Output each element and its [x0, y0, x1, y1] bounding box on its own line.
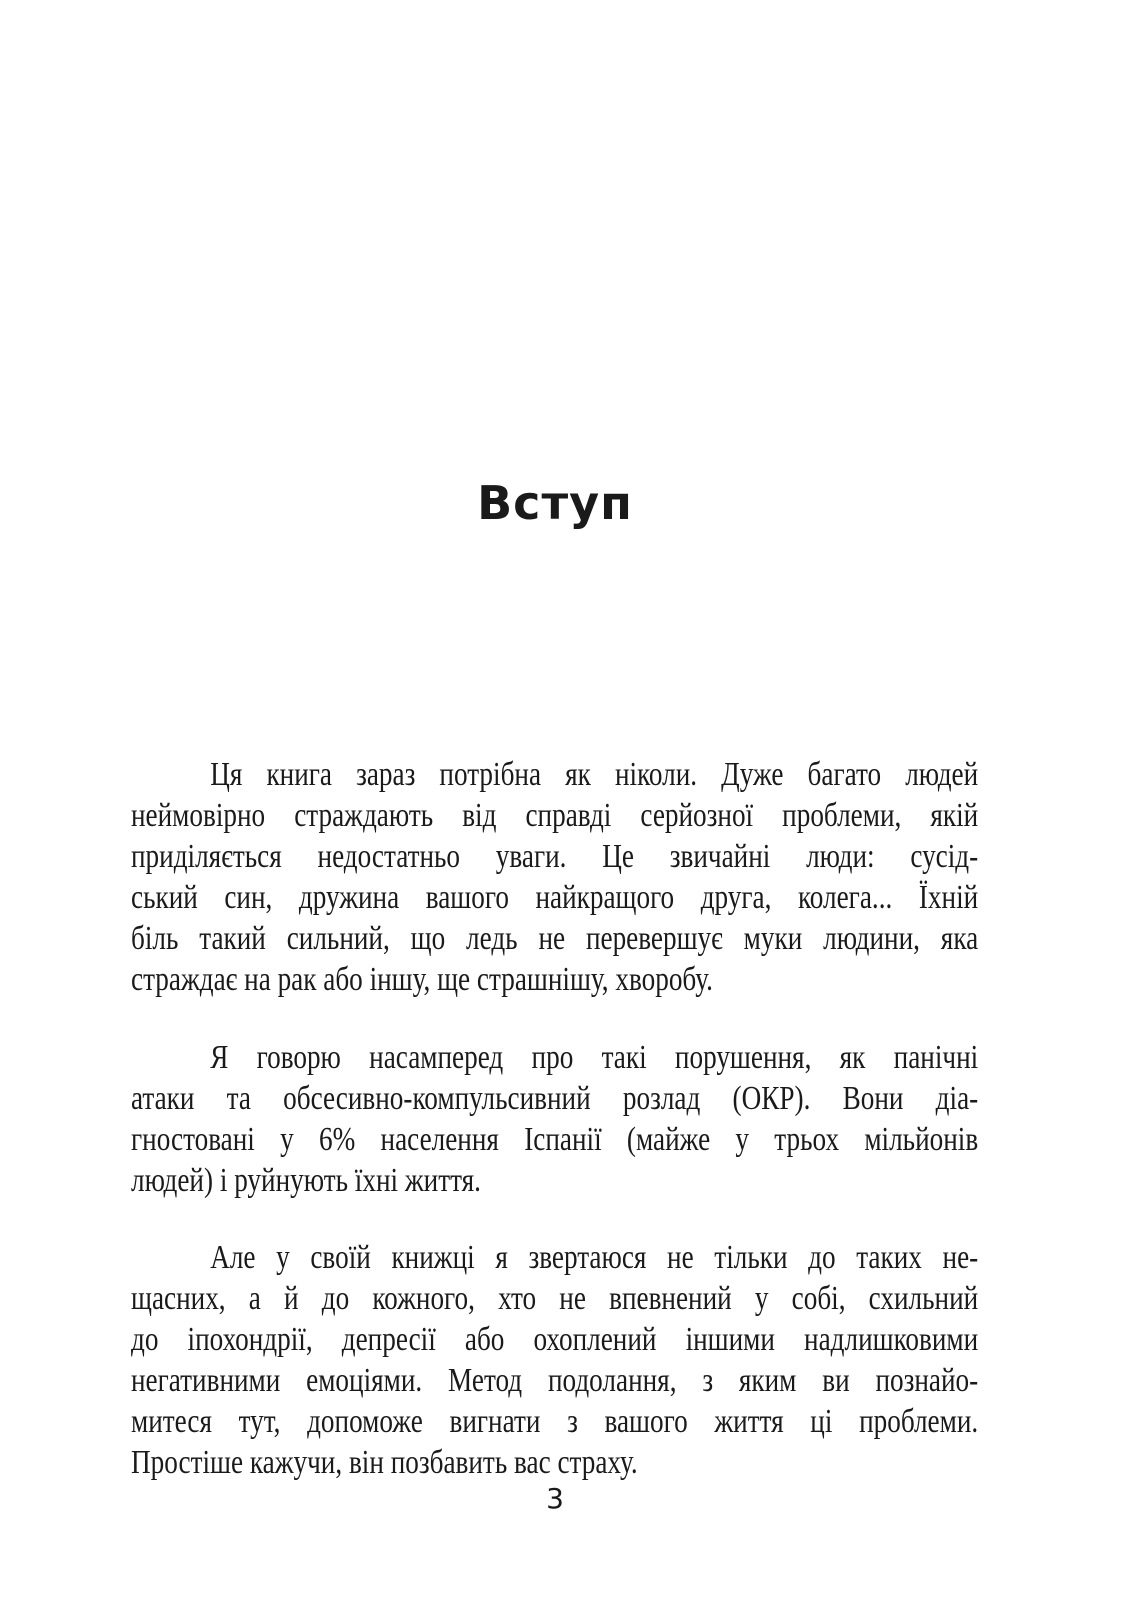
- page-number: 3: [546, 1482, 564, 1515]
- paragraph-line: атаки та обсесивно-компульсивний розлад (ОКР). Вони діа-: [131, 1081, 979, 1117]
- paragraph-line: негативними емоціями. Метод подолання, з яким ви познайо-: [131, 1363, 979, 1399]
- paragraph-line: Я говорю насамперед про такі порушення, як панічні: [210, 1040, 979, 1076]
- paragraph-line: ський син, дружина вашого найкращого друга, колега... Їхній: [131, 880, 979, 916]
- paragraph-line: до іпохондрії, депресії або охоплений іншими надлишковими: [131, 1322, 979, 1358]
- paragraph-line: Простіше кажучи, він позбавить вас страху.: [131, 1445, 638, 1481]
- paragraph-line: неймовірно страждають від справді серйозної проблеми, якій: [131, 798, 979, 834]
- paragraph-line: щасних, а й до кожного, хто не впевнений у собі, схильний: [131, 1281, 979, 1317]
- paragraph-line: людей) і руйнують їхні життя.: [131, 1163, 481, 1199]
- paragraph-line: Але у своїй книжці я звертаюся не тільки до таких не-: [210, 1240, 979, 1276]
- paragraph-line: біль такий сильний, що ледь не перевершує муки людини, яка: [131, 921, 979, 957]
- chapter-title: Вступ: [477, 476, 633, 530]
- paragraph-line: гностовані у 6% населення Іспанії (майже у трьох мільйонів: [131, 1122, 979, 1158]
- paragraph-line: приділяється недостатньо уваги. Це звичайні люди: сусід-: [131, 839, 979, 875]
- paragraph-line: митеся тут, допоможе вигнати з вашого життя ці проблеми.: [131, 1404, 979, 1440]
- paragraph-line: страждає на рак або іншу, ще страшнішу, хворобу.: [131, 962, 713, 998]
- paragraph-line: Ця книга зараз потрібна як ніколи. Дуже багато людей: [210, 757, 979, 793]
